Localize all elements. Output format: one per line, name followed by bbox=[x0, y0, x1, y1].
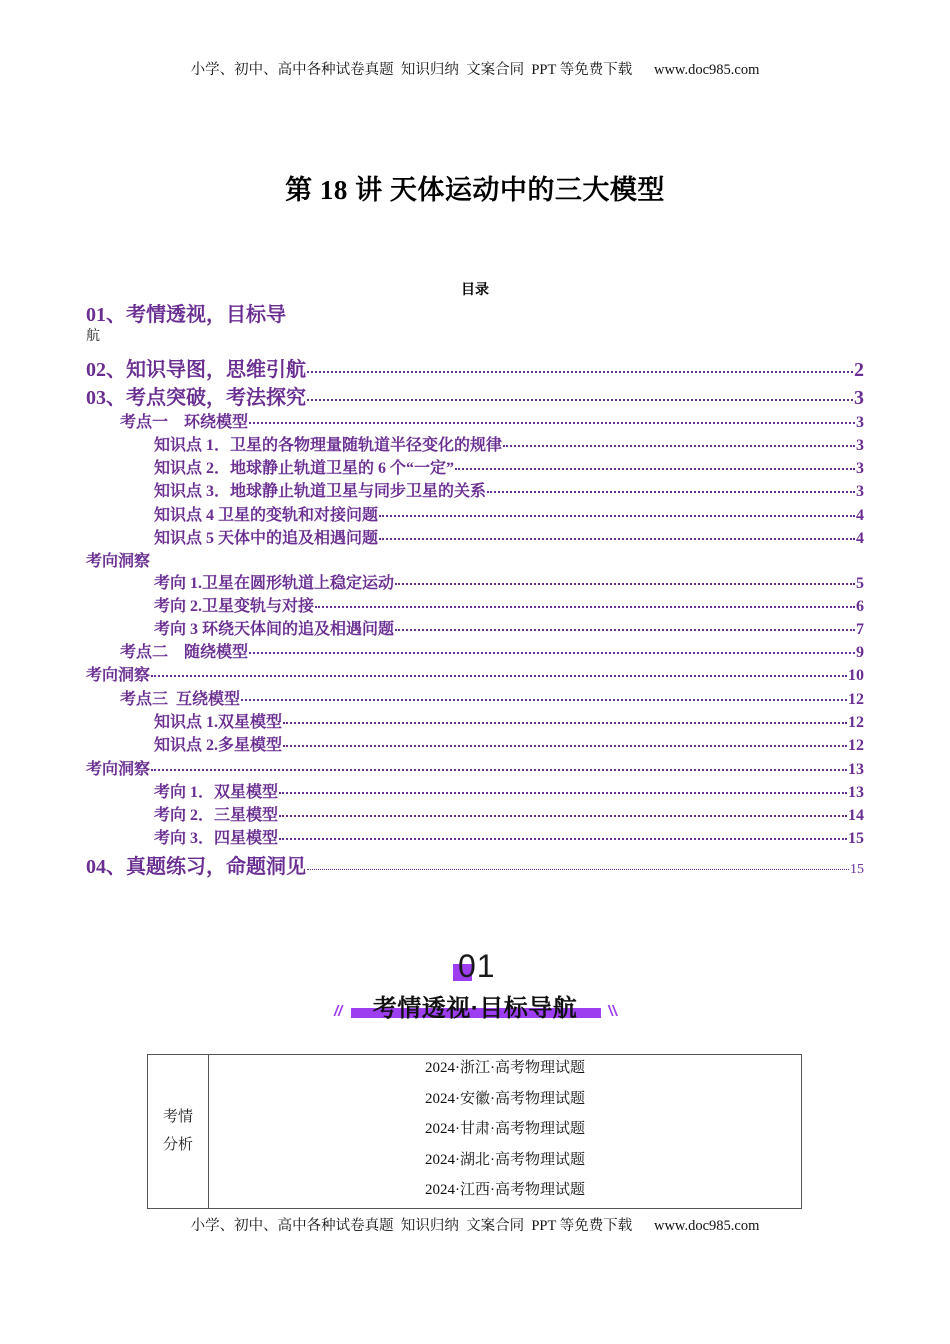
toc-entry-02[interactable]: 02、知识导图，思维引航 2 bbox=[86, 359, 864, 381]
leader-dots bbox=[307, 869, 849, 870]
leader-dots bbox=[395, 629, 855, 631]
leader-dots bbox=[307, 399, 853, 401]
leader-dots bbox=[315, 606, 855, 608]
toc-page-number: 7 bbox=[856, 621, 864, 638]
toc-page-number: 3 bbox=[856, 460, 864, 477]
toc-entry-zhishidian-shuangxing[interactable]: 知识点 1.双星模型 12 bbox=[154, 714, 864, 731]
leader-dots bbox=[283, 745, 847, 747]
toc-page-number: 3 bbox=[856, 414, 864, 431]
toc-entry-kaoxiang-1[interactable]: 考向 1.卫星在圆形轨道上稳定运动 5 bbox=[154, 575, 864, 592]
leader-dots bbox=[249, 652, 855, 654]
leader-dots bbox=[503, 445, 855, 447]
toc-entry-kaodian-3[interactable]: 考点三 互绕模型 12 bbox=[120, 691, 864, 708]
toc-entry-kaoxiang-dongcha-2[interactable]: 考向洞察 10 bbox=[86, 667, 864, 684]
leader-dots bbox=[241, 699, 847, 701]
toc-page-number: 4 bbox=[856, 507, 864, 524]
toc-entry-zhishidian-duoxing[interactable]: 知识点 2.多星模型 12 bbox=[154, 737, 864, 754]
toc-entry-kaoxiang-shuangxing[interactable]: 考向 1．双星模型 13 bbox=[154, 784, 864, 801]
toc-entry-zhishidian-3[interactable]: 知识点 3．地球静止轨道卫星与同步卫星的关系 3 bbox=[154, 483, 864, 500]
leader-dots bbox=[279, 792, 847, 794]
page-header: 小学、初中、高中各种试卷真题 知识归纳 文案合同 PPT 等免费下载 www.doc985.com bbox=[190, 62, 760, 78]
toc-entry-03[interactable]: 03、考点突破，考法探究 3 bbox=[86, 387, 864, 409]
exam-item: 2024·安徽·高考物理试题 bbox=[425, 1090, 585, 1107]
toc-page-number: 3 bbox=[856, 437, 864, 454]
leader-dots bbox=[151, 769, 847, 771]
toc-entry-kaodian-2[interactable]: 考点二 随绕模型 9 bbox=[120, 644, 864, 661]
toc-entry-kaoxiang-dongcha-3[interactable]: 考向洞察 13 bbox=[86, 761, 864, 778]
toc-entry-kaoxiang-sixing[interactable]: 考向 3．四星模型 15 bbox=[154, 830, 864, 847]
leader-dots bbox=[455, 468, 855, 470]
toc-page-number: 15 bbox=[848, 830, 864, 847]
toc-page-number: 3 bbox=[854, 387, 864, 409]
toc-entry-01-wrap: 航 bbox=[86, 329, 100, 344]
toc-entry-kaodian-1[interactable]: 考点一 环绕模型 3 bbox=[120, 414, 864, 431]
toc-page-number: 12 bbox=[848, 737, 864, 754]
double-slash-icon: // bbox=[609, 1003, 618, 1020]
toc-page-number: 3 bbox=[856, 483, 864, 500]
exam-item: 2024·浙江·高考物理试题 bbox=[425, 1060, 585, 1076]
exam-item: 2024·湖北·高考物理试题 bbox=[425, 1151, 585, 1168]
toc-page-number: 15 bbox=[850, 862, 864, 877]
exam-item: 2024·江西·高考物理试题 bbox=[425, 1182, 585, 1199]
toc-entry-zhishidian-2[interactable]: 知识点 2．地球静止轨道卫星的 6 个“一定” 3 bbox=[154, 460, 864, 477]
exam-item: 2024·甘肃·高考物理试题 bbox=[425, 1121, 585, 1138]
toc-entry-label: 01、考情透视，目标导 bbox=[86, 304, 286, 326]
leader-dots bbox=[279, 838, 847, 840]
toc-entry-kaoxiang-2[interactable]: 考向 2.卫星变轨与对接 6 bbox=[154, 598, 864, 615]
analysis-items-cell bbox=[209, 1055, 802, 1209]
leader-dots bbox=[379, 515, 855, 517]
toc-entry-zhishidian-4[interactable]: 知识点 4 卫星的变轨和对接问题 4 bbox=[154, 507, 864, 524]
exam-analysis-table bbox=[147, 1054, 802, 1209]
toc-page-number: 12 bbox=[848, 691, 864, 708]
banner-number: 01 bbox=[458, 948, 496, 984]
leader-dots bbox=[283, 722, 847, 724]
toc-page-number: 9 bbox=[856, 644, 864, 661]
toc-entry-04[interactable]: 04、真题练习，命题洞见 15 bbox=[86, 856, 864, 878]
toc-entry-zhishidian-5[interactable]: 知识点 5 天体中的追及相遇问题 4 bbox=[154, 530, 864, 547]
toc-entry-kaoxiang-sanxing[interactable]: 考向 2．三星模型 14 bbox=[154, 807, 864, 824]
leader-dots bbox=[379, 538, 855, 540]
toc-entry-zhishidian-1[interactable]: 知识点 1．卫星的各物理量随轨道半径变化的规律 3 bbox=[154, 437, 864, 454]
toc-page-number: 14 bbox=[848, 807, 864, 824]
section-banner bbox=[0, 948, 950, 1028]
leader-dots bbox=[151, 675, 847, 677]
toc-page-number: 12 bbox=[848, 714, 864, 731]
toc-page-number: 4 bbox=[856, 530, 864, 547]
toc-page-number: 10 bbox=[848, 667, 864, 684]
toc-entry-kaoxiang-dongcha-1[interactable]: 考向洞察 bbox=[86, 553, 151, 570]
toc-page-number: 2 bbox=[854, 359, 864, 381]
page-footer: 小学、初中、高中各种试卷真题 知识归纳 文案合同 PPT 等免费下载 www.doc985.com bbox=[190, 1218, 760, 1234]
toc-entry-kaoxiang-3[interactable]: 考向 3 环绕天体间的追及相遇问题 7 bbox=[154, 621, 864, 638]
toc-page-number: 13 bbox=[848, 784, 864, 801]
toc-heading: 目录 bbox=[461, 281, 489, 297]
analysis-label-cell: 考情 分析 bbox=[148, 1055, 209, 1209]
leader-dots bbox=[487, 491, 855, 493]
double-slash-icon: // bbox=[334, 1003, 343, 1020]
toc-page-number: 6 bbox=[856, 598, 864, 615]
banner-title: 考情透视·目标导航 bbox=[372, 995, 578, 1022]
toc-page-number: 5 bbox=[856, 575, 864, 592]
toc-entry-01[interactable] bbox=[86, 298, 864, 327]
leader-dots bbox=[279, 815, 847, 817]
leader-dots bbox=[395, 583, 855, 585]
toc-page-number: 13 bbox=[848, 761, 864, 778]
page-title: 第 18 讲 天体运动中的三大模型 bbox=[285, 175, 665, 205]
leader-dots bbox=[249, 422, 855, 424]
leader-dots bbox=[307, 371, 853, 373]
